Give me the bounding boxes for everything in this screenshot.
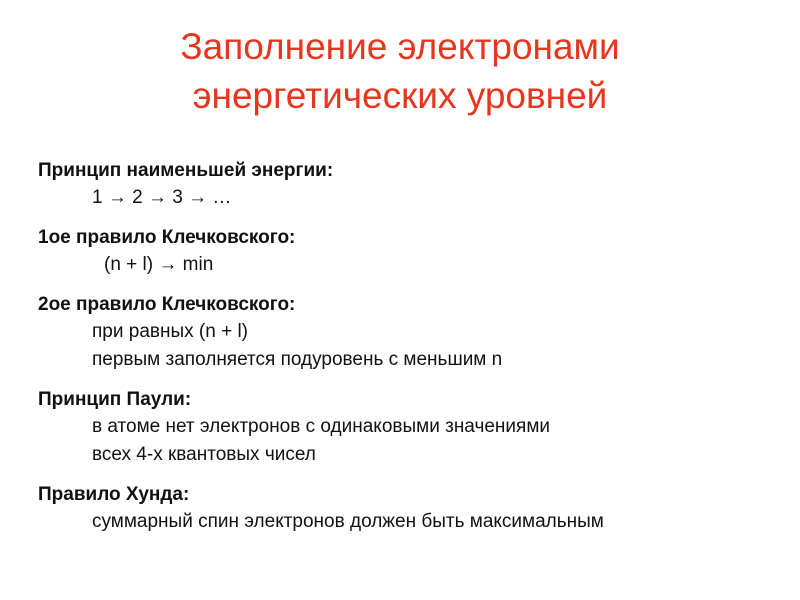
section-heading: Принцип Паули: (38, 389, 192, 410)
title-line: энергетических уровней (192, 75, 608, 116)
section-line: всех 4-х квантовых чисел (92, 444, 316, 465)
section-line: (n + l) → min (104, 254, 214, 275)
section-line: при равных (n + l) (92, 321, 248, 342)
slide-content (38, 157, 778, 548)
section-hund-rule (38, 481, 778, 536)
section-line: суммарный спин электронов должен быть максимальным (92, 511, 604, 532)
section-line: 1 → 2 → 3 → … (92, 187, 232, 208)
section-heading: 1ое правило Клечковского: (38, 227, 296, 248)
section-klechkovsky-rule-1 (38, 224, 778, 279)
section-line: первым заполняется подуровень с меньшим n (92, 349, 503, 370)
section-heading: 2ое правило Клечковского: (38, 294, 296, 315)
slide-title (0, 22, 800, 120)
title-line: Заполнение электронами (180, 26, 620, 67)
section-heading: Правило Хунда: (38, 484, 190, 505)
section-heading: Принцип наименьшей энергии: (38, 160, 334, 181)
section-least-energy-principle (38, 157, 778, 212)
section-line: в атоме нет электронов с одинаковыми значениями (92, 416, 550, 437)
section-klechkovsky-rule-2 (38, 291, 778, 374)
section-pauli-principle (38, 386, 778, 469)
